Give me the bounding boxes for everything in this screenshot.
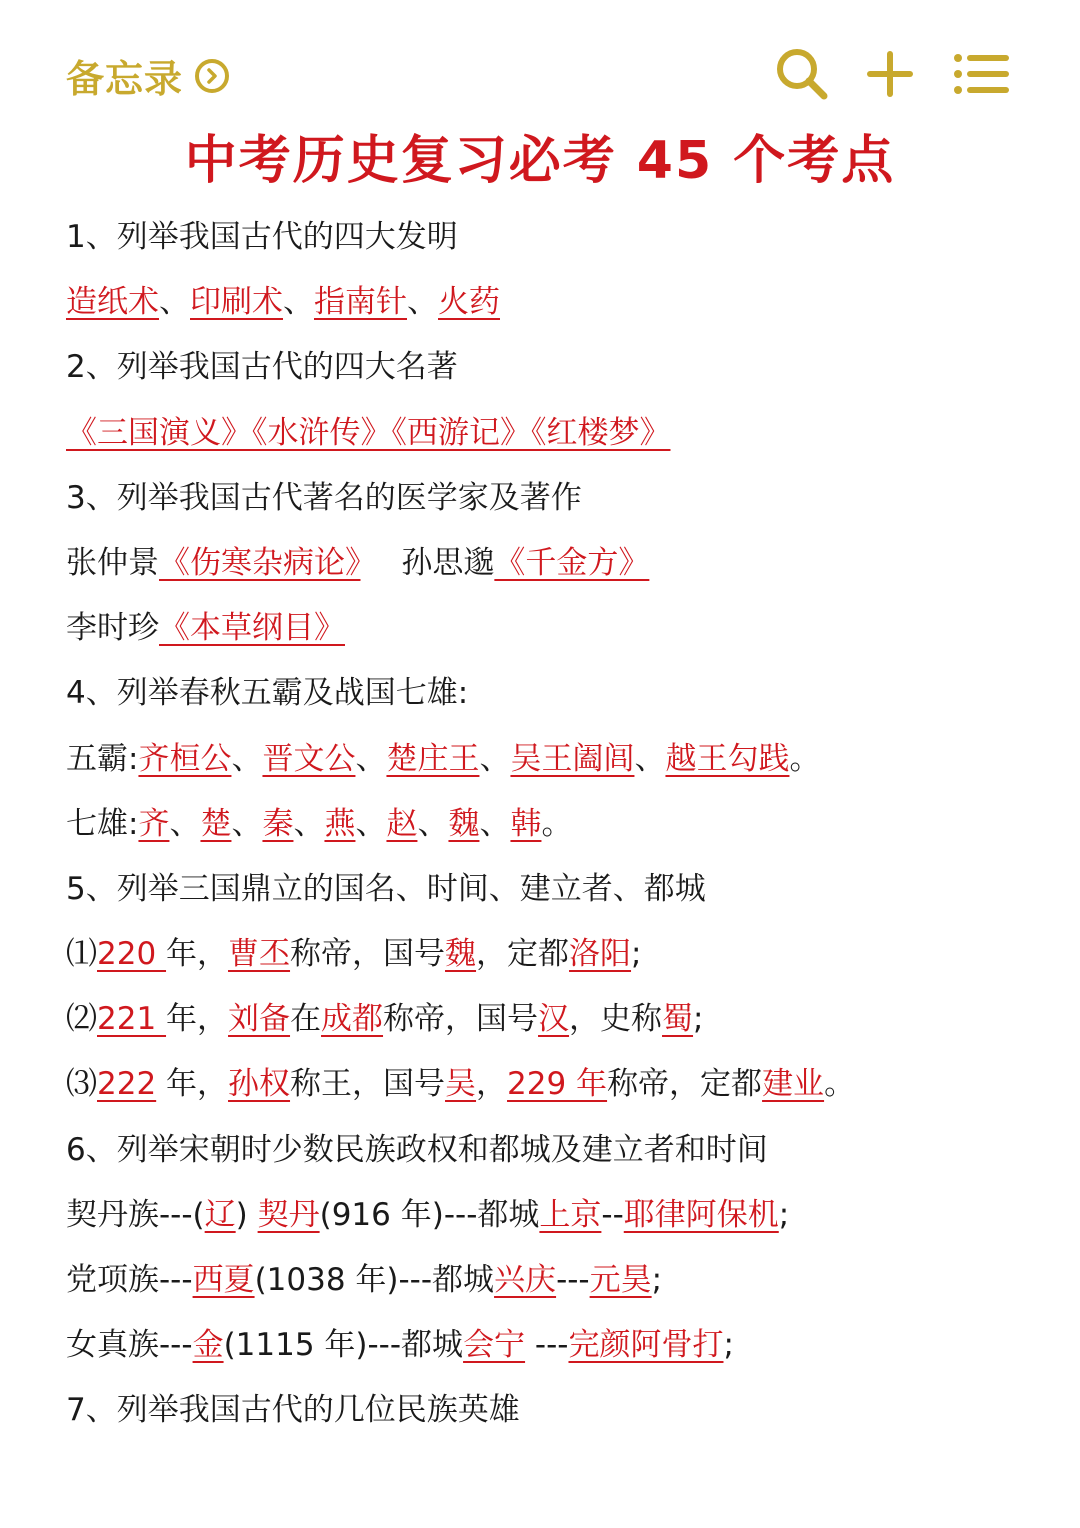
- answer-text: 229 年: [507, 1066, 608, 1103]
- line-text: ;: [693, 1001, 704, 1038]
- answer-text: 《本草纲目》: [159, 610, 345, 647]
- line-text: (916 年)---都城: [319, 1196, 540, 1233]
- line-text: ⑶: [66, 1066, 97, 1103]
- line-text: 、: [293, 805, 325, 842]
- answer-text: 造纸术: [66, 284, 159, 321]
- line-text: 七雄:: [66, 805, 139, 842]
- search-icon: [772, 44, 832, 104]
- answer-text: 220: [97, 936, 167, 973]
- answer-line: [66, 987, 1046, 1052]
- line-text: ): [235, 1196, 258, 1233]
- line-text: 1、列举我国古代的四大发明: [66, 219, 458, 255]
- line-text: 年，: [166, 1001, 229, 1038]
- line-text: 7、列举我国古代的几位民族英雄: [66, 1392, 520, 1429]
- answer-line: [66, 1313, 1046, 1378]
- answer-text: 吴王阖闾: [510, 740, 635, 777]
- answer-text: 西夏: [192, 1262, 255, 1298]
- answer-text: 燕: [324, 805, 356, 842]
- answer-text: 金: [192, 1327, 224, 1364]
- line-text: 、: [634, 740, 666, 777]
- question-line: [66, 466, 1046, 531]
- line-text: ，: [476, 1066, 508, 1103]
- line-text: 5、列举三国鼎立的国名、时间、建立者、都城: [66, 870, 706, 907]
- line-text: 、: [355, 805, 387, 842]
- line-text: ;: [723, 1327, 734, 1364]
- answer-text: 晋文公: [262, 740, 356, 777]
- question-line: [66, 661, 1046, 726]
- line-text: 、: [417, 805, 449, 842]
- answer-text: 齐桓公: [138, 740, 232, 777]
- question-line: [66, 335, 1046, 400]
- answer-text: 完颜阿骨打: [568, 1327, 724, 1364]
- line-text: 、: [169, 805, 201, 842]
- line-text: 契丹族---(: [66, 1196, 205, 1233]
- answer-line: [66, 727, 1046, 792]
- line-text: 2、列举我国古代的四大名著: [66, 349, 458, 386]
- answer-text: 221: [97, 1001, 167, 1038]
- line-text: 4、列举春秋五霸及战国七雄:: [66, 675, 469, 712]
- answer-line: [66, 792, 1046, 857]
- list-button[interactable]: [950, 44, 1010, 104]
- line-text: 称王，国号: [290, 1066, 446, 1103]
- line-text: 、: [479, 740, 511, 777]
- question-line: [66, 1118, 1046, 1183]
- answer-line: [66, 1248, 1046, 1313]
- answer-line: [66, 596, 1046, 661]
- answer-text: 刘备: [228, 1001, 291, 1038]
- line-text: 。: [541, 805, 573, 842]
- line-text: 、: [283, 284, 314, 321]
- search-button[interactable]: [772, 44, 832, 104]
- line-text: 在: [290, 1001, 322, 1038]
- answer-line: [66, 922, 1046, 987]
- note-body[interactable]: [66, 205, 1046, 1444]
- question-line: [66, 1378, 1046, 1443]
- answer-text: 魏: [445, 936, 477, 973]
- line-text: --: [601, 1196, 624, 1233]
- answer-text: 《三国演义》《水浒传》《西游记》《红楼梦》: [66, 414, 671, 451]
- answer-text: 成都: [321, 1001, 384, 1038]
- line-text: 、: [479, 805, 511, 842]
- list-icon: [950, 44, 1012, 104]
- line-text: 称帝，国号: [383, 1001, 539, 1038]
- answer-line: [66, 1052, 1046, 1117]
- answer-text: 指南针: [314, 284, 407, 321]
- line-text: 。: [824, 1066, 856, 1103]
- answer-text: 印刷术: [190, 284, 283, 321]
- answer-text: 222: [97, 1066, 157, 1103]
- line-text: ;: [778, 1196, 790, 1233]
- line-text: ---: [556, 1262, 590, 1298]
- answer-text: 魏: [448, 805, 480, 842]
- answer-line: [66, 401, 1046, 466]
- line-text: ，史称: [569, 1001, 663, 1038]
- line-text: 、: [407, 284, 438, 321]
- line-text: 年，: [166, 936, 229, 973]
- line-text: 年，: [156, 1066, 229, 1103]
- add-button[interactable]: [860, 44, 920, 104]
- line-text: (1115 年)---都城: [223, 1327, 464, 1364]
- answer-text: 吴: [445, 1066, 477, 1103]
- answer-text: 火药: [438, 284, 500, 321]
- answer-text: 契丹: [257, 1196, 320, 1233]
- answer-text: 韩: [510, 805, 542, 842]
- line-text: (1038 年)---都城: [254, 1262, 495, 1298]
- top-bar: [0, 0, 1080, 130]
- answer-text: 汉: [538, 1001, 570, 1038]
- line-text: 。: [789, 740, 821, 777]
- answer-text: 楚庄王: [386, 740, 480, 777]
- line-text: 、: [159, 284, 190, 321]
- line-text: ⑴: [66, 936, 97, 973]
- line-text: ;: [631, 936, 642, 973]
- line-text: 称帝，定都: [607, 1066, 763, 1103]
- answer-text: 楚: [200, 805, 232, 842]
- line-text: 、: [231, 805, 263, 842]
- note-title: 中考历史复习必考 45 个考点: [184, 131, 896, 191]
- answer-text: 秦: [262, 805, 294, 842]
- answer-text: 蜀: [662, 1001, 694, 1038]
- chevron-right-icon: [195, 59, 229, 93]
- answer-text: 《千金方》: [494, 544, 650, 581]
- answer-text: 洛阳: [569, 936, 632, 973]
- line-text: 称帝，国号: [290, 936, 446, 973]
- answer-text: 越王勾践: [665, 740, 790, 777]
- answer-line: [66, 531, 1046, 596]
- answer-text: 会宁: [463, 1327, 526, 1364]
- line-text: ;: [651, 1262, 663, 1298]
- plus-icon: [860, 44, 920, 104]
- answer-text: 齐: [138, 805, 170, 842]
- answer-text: 耶律阿保机: [623, 1196, 779, 1233]
- line-text: 党项族---: [66, 1262, 193, 1298]
- line-text: 6、列举宋朝时少数民族政权和都城及建立者和时间: [66, 1131, 768, 1168]
- answer-text: 元昊: [589, 1262, 652, 1298]
- answer-text: 曹丕: [228, 936, 291, 973]
- answer-text: 辽: [204, 1196, 236, 1233]
- line-text: 、: [231, 740, 263, 777]
- line-text: 张仲景: [66, 544, 159, 581]
- line-text: ---: [525, 1327, 569, 1364]
- line-text: 3、列举我国古代著名的医学家及著作: [66, 479, 582, 516]
- question-line: [66, 205, 1046, 270]
- answer-line: [66, 270, 1046, 335]
- answer-text: 兴庆: [494, 1262, 557, 1298]
- answer-text: 建业: [762, 1066, 825, 1103]
- line-text: 、: [355, 740, 387, 777]
- answer-text: 赵: [386, 805, 418, 842]
- answer-line: [66, 1183, 1046, 1248]
- line-text: 孙思邈: [360, 544, 495, 581]
- line-text: 李时珍: [66, 610, 159, 647]
- answer-text: 上京: [539, 1196, 602, 1233]
- line-text: 女真族---: [66, 1327, 193, 1364]
- back-label: 备忘录: [66, 57, 184, 101]
- line-text: ，定都: [476, 936, 570, 973]
- line-text: 五霸:: [66, 740, 139, 777]
- question-line: [66, 857, 1046, 922]
- answer-text: 《伤寒杂病论》: [159, 544, 361, 581]
- back-button[interactable]: [66, 48, 229, 103]
- line-text: ⑵: [66, 1001, 97, 1038]
- answer-text: 孙权: [228, 1066, 291, 1103]
